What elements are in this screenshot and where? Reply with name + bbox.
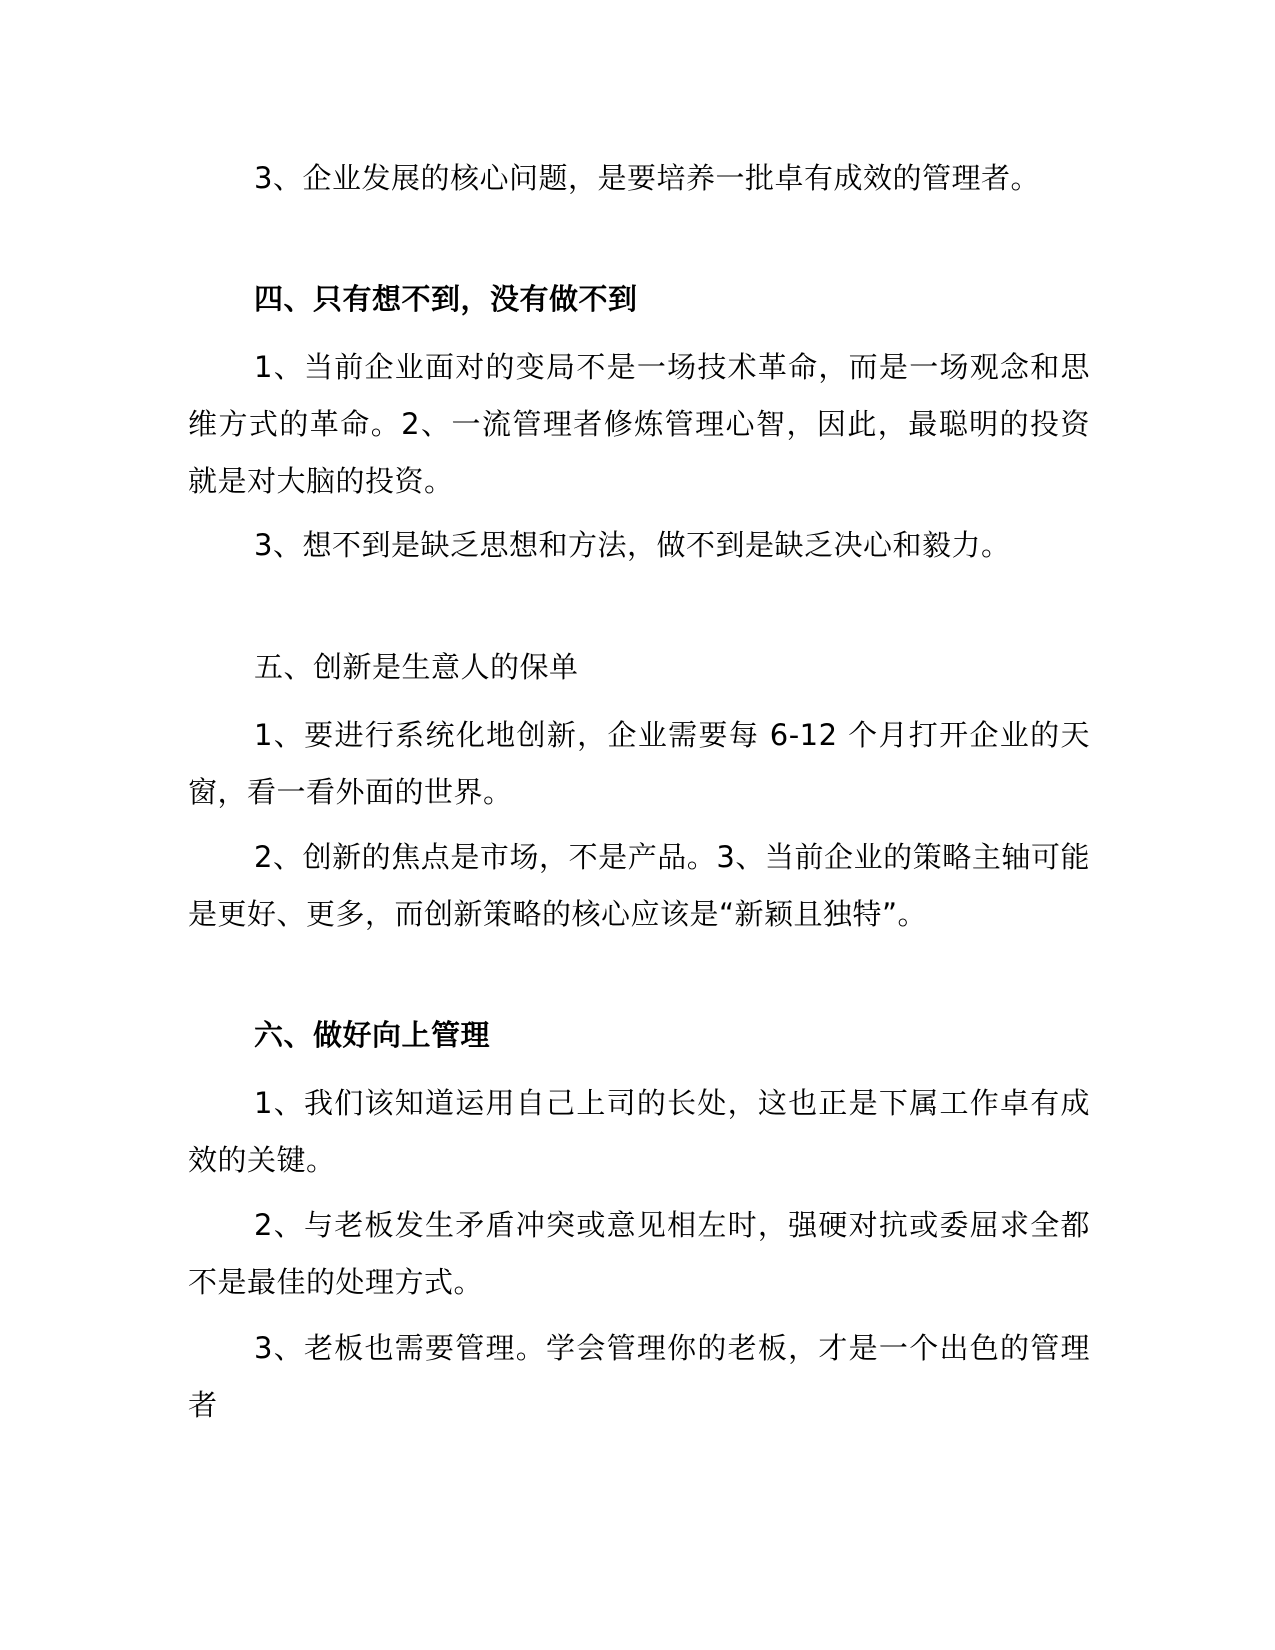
paragraph-core-issue: 3、企业发展的核心问题，是要培养一批卓有成效的管理者。 [254,161,1040,195]
paragraph-boss-strengths: 1、我们该知道运用自己上司的长处，这也正是下属工作卓有成效的关键。 [188,1086,1090,1177]
section-heading-5: 五、创新是生意人的保单 [254,650,579,684]
paragraph-innovation-focus: 2、创新的焦点是市场，不是产品。3、当前企业的策略主轴可能是更好、更多，而创新策略的核心应该是“新颖且独特”。 [188,840,1090,931]
section-heading-6: 六、做好向上管理 [254,1018,491,1052]
paragraph-think-do: 3、想不到是缺乏思想和方法，做不到是缺乏决心和毅力。 [254,528,1011,562]
paragraph-manage-boss: 3、老板也需要管理。学会管理你的老板，才是一个出色的管理者 [188,1331,1090,1422]
paragraph-boss-conflict: 2、与老板发生矛盾冲突或意见相左时，强硬对抗或委屈求全都不是最佳的处理方式。 [188,1208,1090,1299]
paragraph-systematic-innovation: 1、要进行系统化地创新，企业需要每 6-12 个月打开企业的天窗，看一看外面的世界。 [188,718,1090,809]
section-heading-4: 四、只有想不到，没有做不到 [254,282,638,316]
paragraph-change-revolution: 1、当前企业面对的变局不是一场技术革命，而是一场观念和思维方式的革命。2、一流管理者修炼管理心智，因此，最聪明的投资就是对大脑的投资。 [188,350,1090,498]
